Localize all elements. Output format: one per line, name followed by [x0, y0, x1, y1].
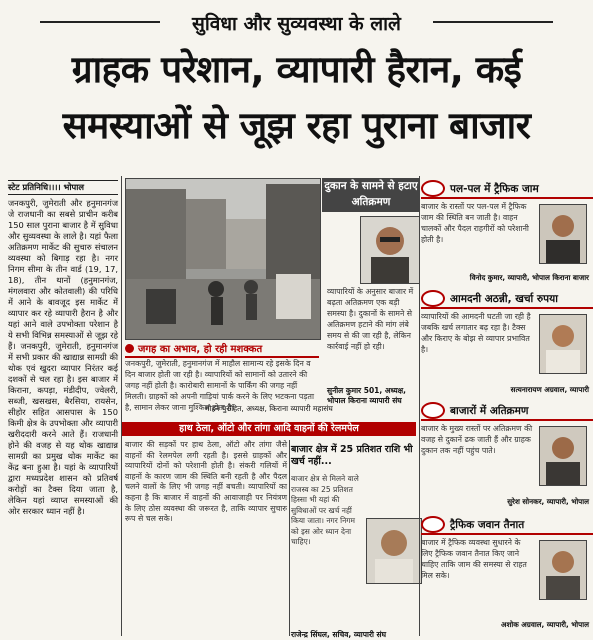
- sidebar-heading-text: पल-पल में ट्रैफिक जाम: [450, 182, 539, 195]
- kicker: सुविधा और सुव्यवस्था के लाले: [192, 13, 401, 35]
- main-story-body: जनकपुरी, जुमेराती और हनुमानगंज जे राजधानी का सबसे प्राचीन करीब 150 साल पुराना बाजार है में सुविधा और सुव्यवस्था के लाले है। यहां फैला अतिक्रमण मार्केट की सुचारु संचालन व्यवस्था को बिगाड़ रहा है। नगर निगम सीमा के तीन वार्ड (19, 17, 18), तीन थानों (हनुमानगंज, मंगलवारा और कोतवाली) की परिधि में आने के बावजूद इस मार्केट में व्यापार कर रहे व्यापारी हैरान है और यहां आने वाले उपभोक्ता परेशान है ये सभी विभिन्न समस्याओं से जूझ रहे हैं। जनकपुरी, जुमेराती, हनुमानगंज में सभी प्रकार की खाद्यान्न सामग्री की थोक एवं खुदरा व्यापार निरंतर कई दशकों से चल रहा है। इस बाजार में किराना, कपड़ा, मंडीदीप, ज्वेलरी, सब्जी, खसखस, बैरसिया, रायसेन, सीहोर सहित आसपास के 150 किमी क्षेत्र के उपभोक्ता और व्यापारी खरीददारी करने आते हैं। राजधानी होने की वजह से यह थोक खाद्यान्न सामग्री का प्रमुख थोक मार्केट का केंद्र बना हुआ है। यहां के व्यापारियों द्वारा मध्यप्रदेश शासन को प्रतिवर्ष करोड़ों का टैक्स दिया जाता है, लेकिन यहां व्याप्त समस्याओं की ओर सरकार ध्यान नहीं है।: [8, 198, 118, 516]
- headline: [4, 42, 589, 154]
- sidebar-heading-text: आमदनी अठन्नी, खर्चा रुपया: [450, 292, 558, 305]
- portrait-illustration: [361, 217, 419, 283]
- sidebar-rule: [419, 176, 420, 636]
- sidebar-portrait: [539, 426, 587, 486]
- sidebar-heading-text: ट्रैफिक जवान तैनात: [450, 518, 525, 531]
- encroachment-label: दुकान के सामने से हटाए अतिक्रमण: [322, 178, 420, 212]
- parking-portrait-illustration: [367, 519, 421, 583]
- vehicle-story-body: बाजार की सड़कों पर हाथ ठेला, ऑटो और तांगा जैसे वाहनों की रेलमपेल लगी रहती है। इससे ग्राहकों और व्यापारियों दोनों को परेशानी होती है। संकरी गलियों में वाहनों के कारण जाम की स्थिति बनी रहती है और पैदल चलने वालों के लिए भी जगह नहीं बचती। व्यापारियों का कहना है कि बाजार में वाहनों की आवाजाही पर नियंत्रण के लिए ठोस व्यवस्था की जरूरत है, ताकि व्यापार सुचारु रूप से चल सके।: [125, 440, 287, 524]
- sidebar-portrait-illustration: [540, 427, 586, 485]
- sidebar-heading: [421, 290, 593, 309]
- sidebar-credit: सुरेश सोनकर, व्यापारी, भोपाल: [507, 497, 589, 506]
- space-box-heading: [125, 340, 319, 358]
- sidebar-credit: विनोद कुमार, व्यापारी, भोपाल किराना बाजार: [469, 273, 589, 282]
- market-street-photo: [125, 178, 321, 340]
- sidebar-item-encroachment: [421, 402, 593, 512]
- sidebar-body: बाजार में ट्रैफिक व्यवस्था सुधारने के लिए ट्रैफिक जवान तैनात किए जाने चाहिए ताकि जाम की समस्या से राहत मिल सके।: [421, 538, 527, 580]
- space-box-body: जनकपुरी, जुमेराती, हनुमानगंज में माहौल सामान्य रहे इसके दिन व दिन बाजार होती जा रही है। व्यापारियों को सामानों को उतारने की जगह नहीं होती है। कारोबारी सामानों के पार्किंग की जगह नहीं मिलती। ग्राहकों को अपनी गाड़ियां पार्क करने के लिए भटकना पड़ता है, सामान लेकर जाना मुश्किल होता है।: [125, 359, 314, 412]
- portrait-photo: [360, 216, 420, 284]
- sidebar-heading-text: बाजारों में अतिक्रमण: [450, 404, 529, 417]
- sidebar-credit: अशोक अग्रवाल, व्यापारी, भोपाल: [501, 620, 589, 629]
- badge-icon: [421, 516, 445, 533]
- sidebar-item-traffic-jam: [421, 180, 593, 288]
- sidebar-portrait-illustration: [540, 205, 586, 263]
- column-rule: [121, 176, 122, 636]
- bullet-icon: [125, 344, 134, 353]
- headline-line-1: ग्राहक परेशान, व्यापारी हैरान, कई: [71, 48, 522, 91]
- kicker-rule-right: [433, 21, 553, 23]
- encroachment-body: व्यापारियों के अनुसार बाजार में बढ़ता अतिक्रमण एक बड़ी समस्या है। दुकानों के सामने से अतिक्रमण हटाने की मांग लंबे समय से की जा रही है, लेकिन कार्रवाई नहीं हो रही।: [327, 287, 414, 351]
- sidebar-portrait: [539, 204, 587, 264]
- headline-line-2: समस्याओं से जूझ रहा पुराना बाजार: [62, 104, 531, 147]
- badge-icon: [421, 180, 445, 197]
- parking-rule: [289, 440, 290, 636]
- sidebar-portrait-illustration: [540, 315, 586, 373]
- sidebar-body: बाजार के मुख्य रास्तों पर अतिक्रमण की वजह से दुकानें ढक जाती हैं और ग्राहक दुकान तक नहीं पहुंच पाते।: [421, 424, 533, 455]
- badge-icon: [421, 402, 445, 419]
- sidebar-heading: [421, 516, 593, 535]
- parking-box-body: बाजार क्षेत्र से मिलने वाले राजस्व का 25 प्रतिशत हिस्सा भी यहां की सुविधाओं पर खर्च नहीं किया जाता। नगर निगम को इस ओर ध्यान देना चाहिए।: [291, 474, 359, 546]
- sidebar-item-traffic-police: [421, 516, 593, 636]
- sidebar-heading: [421, 402, 593, 421]
- sidebar-portrait: [539, 314, 587, 374]
- vehicle-banner: हाथ ठेला, ऑटो और तांगा आदि वाहनों की रेलमपेल: [122, 422, 416, 436]
- market-street-illustration: [126, 179, 320, 339]
- parking-box-credit: राजेन्द्र सिंघल, सचिव, व्यापारी संघ: [291, 630, 387, 639]
- sidebar-body: व्यापारियों की आमदनी घटती जा रही है जबकि खर्च लगातार बढ़ रहा है। टैक्स और किराए के बोझ से व्यापार प्रभावित है।: [421, 312, 531, 354]
- sidebar-item-income: [421, 290, 593, 398]
- sidebar-portrait: [539, 540, 587, 600]
- badge-icon: [421, 290, 445, 307]
- encroachment-caption: सुनील कुमार 501, अध्यक्ष, भोपाल किराना व्यापारी संघ: [327, 386, 406, 405]
- sidebar-portrait-illustration: [540, 541, 586, 599]
- parking-portrait-photo: [366, 518, 422, 584]
- main-story: [8, 180, 118, 517]
- dateline: स्टेट प्रतिनिधि।।।। भोपाल: [8, 180, 118, 195]
- space-box-heading-text: जगह का अभाव, हो रही मशक्कत: [138, 344, 263, 355]
- sidebar-credit: सत्यनारायण अग्रवाल, व्यापारी: [510, 385, 589, 394]
- sidebar-heading: [421, 180, 593, 199]
- space-box-credit: मोहन पुरोहित, अध्यक्ष, किराना व्यापारी महासंघ: [205, 404, 333, 413]
- parking-box-heading: बाजार क्षेत्र में 25 प्रतिशत राशि भी खर्च नहीं...: [291, 444, 413, 467]
- sidebar-body: बाजार के रास्तों पर पल-पल में ट्रैफिक जाम की स्थिति बन जाती है। वाहन चालकों और पैदल राहगीरों को परेशानी होती है।: [421, 202, 529, 244]
